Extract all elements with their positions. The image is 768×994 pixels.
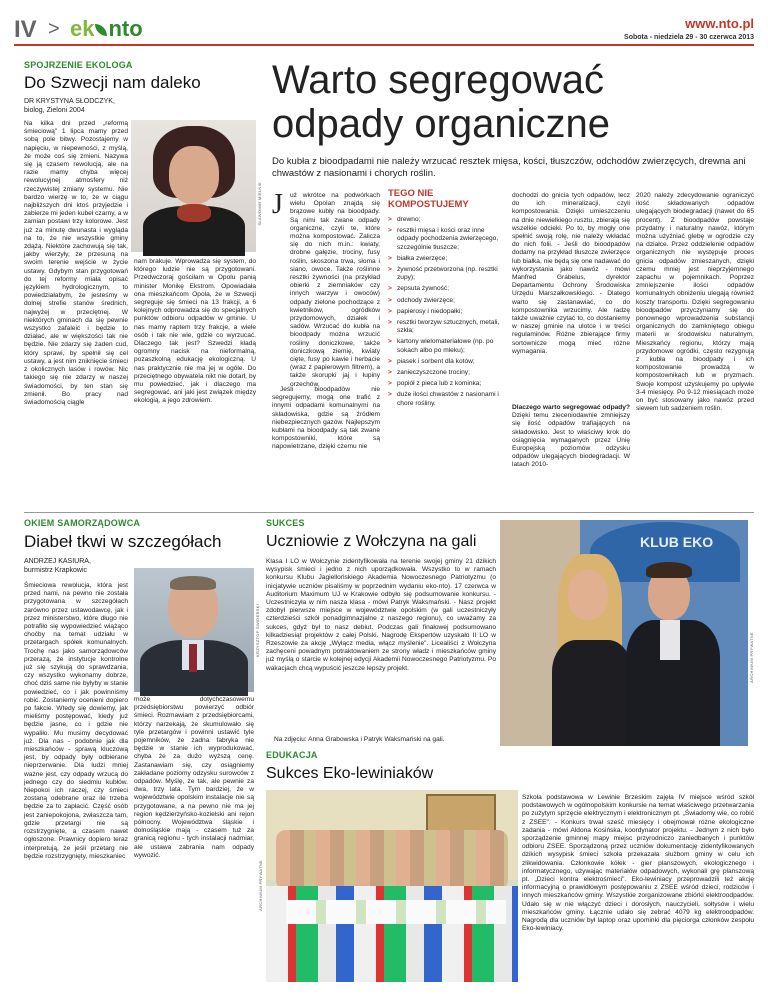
section-logo-eko: ek [70,16,95,41]
section-logo [70,16,143,42]
masthead [0,0,768,50]
person-girl-body [552,640,632,746]
sidebar-title: TEGO NIE KOMPOSTUJEMY [388,188,469,210]
feature-col1: uż wkrótce na podwórkach wielu Opolan znajdą się brązowe kubły na bioodpady. Są nimi tak zwane odpady organiczne, czyli te, które można kompostować. Zalicza się do nich m.in.: kwiaty, drobne gałęzie, trociny, fusy roślin, skoszona trwa, słoma i siano, owoce. Także roślinne resztki żywności (na przykład obierki z ziemniaków czy innych warzyw i owoców) odpady zielone pochodzące z kwietników, ogródków przydomowych, działek i sadów. Wrzucać do kubła na bioodpady można wrzucić rośliny doniczkowe, także doniczkową ziemię, kwiaty cięte, fusy po kawie i herbacie (wraz z papierowym filtrem), a także skorupki jaj i łupiny orzechów. [290,192,380,388]
face-shape [169,146,219,204]
tie-shape [189,644,197,672]
person-girl-face [568,570,608,620]
person-boy-hair [646,562,692,578]
feature-col3-cont: Dzięki temu zleceniodawnie zmniejszy się ilość odpadów trafiających na składowisko. Jest to właściwy krok do osiągnięcia wymaganych przez Unię Europejską poziomów odzysku odpadów ulegających biodegradacji. W latach 2010- [512,412,630,469]
leaf-icon [95,24,107,36]
opinion2-col1: Śmieciowa rewolucja, która jest przed nami, na pewno nie została przygotowana w szczegółach zarówno przez ustawodawcę, jak i przez ministerstwo, które długo nie potrafiło się wypowiedzieć wiążąco choćby na temat udziału w przetargach spółek komunalnych. Trochę nas jako samorządowców przerazą, że instytucje kontrolne już się szykują do sprawdzania, czy wszystko wykonamy dobrze, choć dziś same nie byłyby w stanie powiedzieć, co i jak powinniśmy robić. Zostaniemy ocenieni dopiero po fakcie. Wtedy się dowiemy, jak mieliśmy postępować, kiedy już będzie jasne, co i gdzie nie wypaliło. Mu musimy decydować już. Dla nas - podobnie jak dla mieszkańców - sprawą kluczową jest, by odpady były odbierane nieprzerwanie. Dla ludzi mniej ważne jest, czy odpady wrzucą do jednego czy do siedmiu kubłów. Niepokoi ich raczej, czy śmieci zostaną odebrane oraz ile trzeba będzie za to zapłacić. Część osób jest zaniepokojona, zwłaszcza tam, gdzie przetargi nie są rozstrzygnięte, a czasem nawet ogłoszone. Prawnicy dopiero teraz interpretują, że jeśli przetarg nie będzie rozstrzygnięty, mieszkaniec [24,582,128,860]
feature-title [272,58,610,146]
opinion1-author-role: biolog, Zieloni 2004 [24,107,85,114]
education-title: Sukces Eko-lewiniaków [266,765,434,782]
sidebar-list [388,216,506,408]
feature-deck: Do kubła z bioodpadami nie należy wrzucać resztek mięsa, kości, tłuszczów, odchodów zwierzęcych, drewna ani chwastów z nasionami i chorych roślin. [272,156,746,179]
education-kicker: EDUKACJA [266,750,318,760]
opinion1-kicker: SPOJRZENIE EKOLOGA [24,60,133,70]
feature-col3: dochodzi do gnicia tych odpadów, lecz do ich mineralizacji, czyli kompostowania. Dzięki umieszczeniu na dnie niewielkiego rusztu, zbierają się wszelkie odcieki. Po to, by mogły one spełnić swoją rolę, nie należy wkładać do nich folii. - Jeśli do bioodpadów dodamy na przykład tłuszcze zwierzęce lub białka, nie będą się one nadawać do wykorzystania jako nawóz - mówi Manfred Grabelus, dyrektor Departamentu Ochrony Środowiska Urzędu Marszałkowskiego. - Dlatego warto się zastanawiać, co do kompostownika wrzucimy. Ale radzę także uważnie czytać to, co dostaniemy w naszej gminie na ulotce i w treści regulaminów. Różne zbierające firmy sortownicze mogą mieć różne wymagania. [512,192,630,355]
feature-col3-question: Dlaczego warto segregować odpady? [512,404,630,411]
sidebar-item: > popiół z pieca lub z kominka; [388,380,506,388]
success-body: Klasa I LO w Wołczynie zidentyfikowała na terenie swojej gminy 21 dzikich wysypisk śmieci i jedno z nich uporządkowała. Wszystko to w ramach konkursu Klubu Jagiellońskiego Akademia Nowoczesnego Patriotyzmu (o inicjatywie uczniów pisaliśmy w poprzednim wydaniu eko-nto). 17 czerwca w Auditorium Maximum UJ w Krakowie odbyło się podsumowanie konkursu. - Uczestniczyła w nim nasza klasa - mówi Patryk Waksmański. - Nasz projekt zdobył pierwsze miejsce w województwie opolskim (w gali uczestniczyły czterdzieści szkół ponadgimnazjalne z naszego regionu), co uważamy za sukces, gdyż był to nasz debiut. Podczas gali finałowej podsumowano kilkadziesiąt projektów z całej Polski. Nagrodę Ekspertów uzyskało II LO w Rzeszowie za akcję „Wyłącz media, włącz myślenie". Licealiści z Wołczyna zachęceni powadnym potraktowaniem ze strony władz i mieszkańców gminy już myślą o starcie w kolejnej edycji Akademii Nowoczesnego Patriotyzmu. Po wakacjach chcą wypuścić jeszcze lepszy projekt. [266,558,496,672]
masthead-separator: > [48,18,60,40]
sidebar-item: > białka zwierzęce; [388,255,506,263]
feature-title-line1: Warto segregować [272,58,604,102]
education-photo-credit: ARCHIWUM PRYWATNE [258,860,263,911]
opinion1-title: Do Szwecji nam daleko [24,73,201,92]
sidebar-item: > resztki tworzyw sztucznych, metali, szkła; [388,319,506,335]
sidebar-item: > papierosy i niedopałki; [388,308,506,316]
banner-text: KLUB EKO [640,534,714,550]
opinion2-author: ANDRZEJ KASIURA, [24,558,91,565]
education-body: Szkoła podstawowa w Lewinie Brzeskim zajęła IV miejsce wśród szkół podstawowych w ogólnopolskim konkursie na temat właściwego przetwarzania po zużytym sprzęcie elektrycznym i elektronicznym pt. „Świadomy wie, co robić z ZSEE". - Konkurs trwał sześć miesięcy i obejmował różne ekologiczne zadania - mówi Aldona Kosińska, koordynator projektu. - Jednym z nich było sporządzenie gminnej mapy miejsc przyrodniczo zaniedbanych i punktów odbioru ZSEE. Sporządzoną przez uczniów dokumentację zidentyfikowanych dzikich wysypisk śmieci szkoła przekazała służbom gminy w celu ich zlikwidowania. Członkowie kółek - gier planszowych, ekologicznego i informatycznego, używając materiałów odpadowych, wykonali grę planszową pt. „Dzieci kontra elektrośmieci". Eko-lewiniacy przeprowadzili też akcję informacyjną o prawidłowym postępowaniu z ZSEE wśród dzieci, rodziców i innych mieszkańców gminy. Wszystkie zorganizowane zbiórki elektroodpadów. Udało się w nie włączyć dzieci i dorosłych, nauczycieli, sołtysów i wielu mieszkańców gminy. Łącznie udało się zebrać 4079 kg elektroodpadów. Nagrodą dla uczniów był laptop oraz upominki dla pięciorga członków zespołu Eko-lewiniacy. [522,794,754,933]
sidebar-item: > zanieczyszczone trociny; [388,369,506,377]
sidebar-item: > piasek i sorbent dla kotów; [388,358,506,366]
feature-col3-question-block [512,404,630,502]
opinion1-col1: Na kilka dni przed „reformą śmieciową" 1 lipca mamy przed sobą pole bitwy. Pozostajemy w napięciu, w niepewności, z myślą, że może coś się zmieni. Nazywa się ją czasem rewolucją, ale na razie mamy chyba więcej rewolucyjnej atmosfery niż rzeczywistej zmiany systemu. Nie bardzo wierzę w to, że w ciągu najbliższych dni ktoś przyjedzie i zabierze mi jeden kubeł czarny, a w zamian postawi trzy kolorowe. Jest już za minutę dwunasta i wygląda na to, że nie wszystkie gminy zdążą. Niektóre zachowują się tak, jakby wierzyły, że przesuną na swoim terenie wejście w życie ustawy. Gdybym stan przygotowań do tej reformy miała opisać językiem hydrologicznym, to powiedziałabym, że jesteśmy w dolnej strefie stanów średnich, najwyżej w przeciętnej. W niektórych gminach da się pewnie wszystko zafaleić i będzie to działać, ale w większości tak nie będzie. Nie zdarzy się żaden cud, który sprawi, by spełnił się cel ustawy, a jest nim zniknięcie śmieci z okolicznych lasów i rowów. Nic takiego się nie zdarzy w naszej świadomości, by ten stan się zmienił. Bo pracy nad świadomością ciągle [24,120,128,406]
masthead-rule [14,44,754,46]
sidebar-item: > duże ilości chwastów z nasionami i chore rośliny. [388,391,506,407]
page-number: IV [14,16,37,43]
printed-sheets [286,900,506,924]
success-title: Uczniowie z Wołczyna na gali [266,533,477,550]
sidebar-item: > drewno; [388,216,506,224]
education-photo [266,790,518,982]
sidebar-item: > zepsuta żywność; [388,285,506,293]
opinion2-col2: może dotychczasowemu przedsiębiorstwu powierzyć odbiór śmieci. Rozmawiam z przedsiębiorcami, którzy narzekają, że skumulowało się tyle przetargów i powinni ustawić tyle pojemników, że żadna fabryka nie będzie w stanie ich wyprodukować, chyba że za dużo wyższą cenę. Zastanawiam się, czy osiągniemy zakładane poziomy odzysku surowców z odpadów. Myślę, że tak, ale pewnie za dwa, trzy lata. Tym bardziej, że w województwie opolskim instalacje nie są przygotowane, a na pewno nie ma jej region kędzierzyńsko-kozielski ani rejon północny. Województwa śląskie i dolnośląskie mają - czasem tuż za granicą regionu - tych instalacji nadmiar, ale ustawa zabrania nam odpady wywozić. [134,696,254,859]
person-boy-shirt [660,620,680,660]
feature-drop-cap: J [272,189,283,220]
date-line: Sobota - niedziela 29 - 30 czerwca 2013 [624,34,754,41]
opinion2-kicker: OKIEM SAMORZĄDOWCA [24,518,141,528]
site-url[interactable]: www.nto.pl [685,16,754,31]
feature-title-line2: odpady organiczne [272,102,611,146]
opinion1-col2: nam brakuje. Wprowadza się system, do którego ludzie nie są przygotowani. Przedwczoraj gościłam w Opolu panią minister Monikę Ekstrom. Opowiadała ona mieszkańcom Opola, że w Szwecji segreguje się śmieci na 13 frakcji, a 6 kolejnych odprowadza się do specjalnych punktów odbioru odpadów w gminie. U nas mamy raptem trzy frakcje, a wiele osób i tak nie wie, gdzie co wyrzucać. Dlaczego tak jest? Szwedzi kładą ogromny nacisk na nieformalną, pozaszkolną edukację ekologiczną. U nas praktycznie nie ma jej w ogóle. Do przeciętnego obywatela nikt nie dotarł, by mu powiedzieć, jak i dlaczego ma segregować, ani jaki jest związek między ekologią, a jego zdrowiem. [134,258,256,405]
opinion2-author-photo [134,568,254,692]
success-signoff: Na zdjęciu: Anna Grabowska i Patryk Waksmański na gali. [274,736,445,743]
section-logo-nto: nto [108,16,143,41]
sidebar-box [388,188,506,498]
feature-col1-cont: Jeśli bioodpadów nie segregujemy, mogą one trafić z innymi odpadami komunalnymi na składowiska, gdzie są źródłem niebezpiecznych gazów. Najlepszym kubłami na bioodpady są tak zwane kompostowniki, które są napowietrzane, dzięki czemu nie [272,386,380,451]
opinion1-photo-credit: SŁAWOMIR MIELNIK [257,182,262,226]
hair-shape [170,576,216,590]
scarf-shape [177,204,211,222]
opinion1-author-photo [131,120,256,252]
feature-col1-main [272,216,380,380]
opinion2-title: Diabeł tkwi w szczegółach [24,532,222,551]
opinion2-author-role: burmistrz Krapkowic [24,567,88,574]
sidebar-item: > resztki mięsa i kości oraz inne odpady pochodzenia zwierzęcego, szczególnie tłuszcze; [388,227,506,252]
success-kicker: SUKCES [266,518,305,528]
sidebar-item: > żywność przetworzona (np. resztki zupy); [388,266,506,282]
opinion1-author: DR KRYSTYNA SŁODCZYK, [24,98,115,105]
success-photo [500,520,748,746]
section-divider-middle [24,512,754,513]
feature-col4: 2020 należy zdecydowanie ograniczyć ilość składowanych odpadów ulegających biodegradacji (nawet do 65 procent). Z bioodpadów powstaje przydatny i naturalny nawóz, którym można użyźniać glebę w ogrodzie czy na działce. Przez oddzielenie odpadów organicznych nie występuje proces gnicia odpadów zmieszanych, dzięki czemu mniej jest nieprzyjemnego zapachu w pojemnikach. Poprzez zmniejszenie ilości odpadów komunalnych obniżeniu ulegają również koszty transportu. Dzięki segregowaniu bioodpadów przyczyniamy się do ponownego wprowadzenia substancji organicznych do zamkniętego obiegu materii w środowisku naturalnym. Mieszkańcy regionu, którzy mają przydomowe ogródki, często rezygnują z kubła na bioodpady i ich kompostowanie prowadzą w kompostownikach lub w pryzmach. Swoje kompost uzyskujemy po upływie 3-4 miesięcy. Po 9-12 miesiącach może on być stosowany jako nawóz przed siewem lub sadzeniem roślin. [636,192,754,413]
sidebar-item: > odchody zwierzęce; [388,297,506,305]
sidebar-item: > kartony wielomateriałowe (np. po sokach albo po mleku); [388,338,506,354]
opinion2-photo-credit: KRZYSZTOF ŚWIDERSKI [255,604,260,657]
kids-row-back [276,830,508,890]
success-photo-credit: ARCHIWUM PRYWATNE [749,632,754,683]
